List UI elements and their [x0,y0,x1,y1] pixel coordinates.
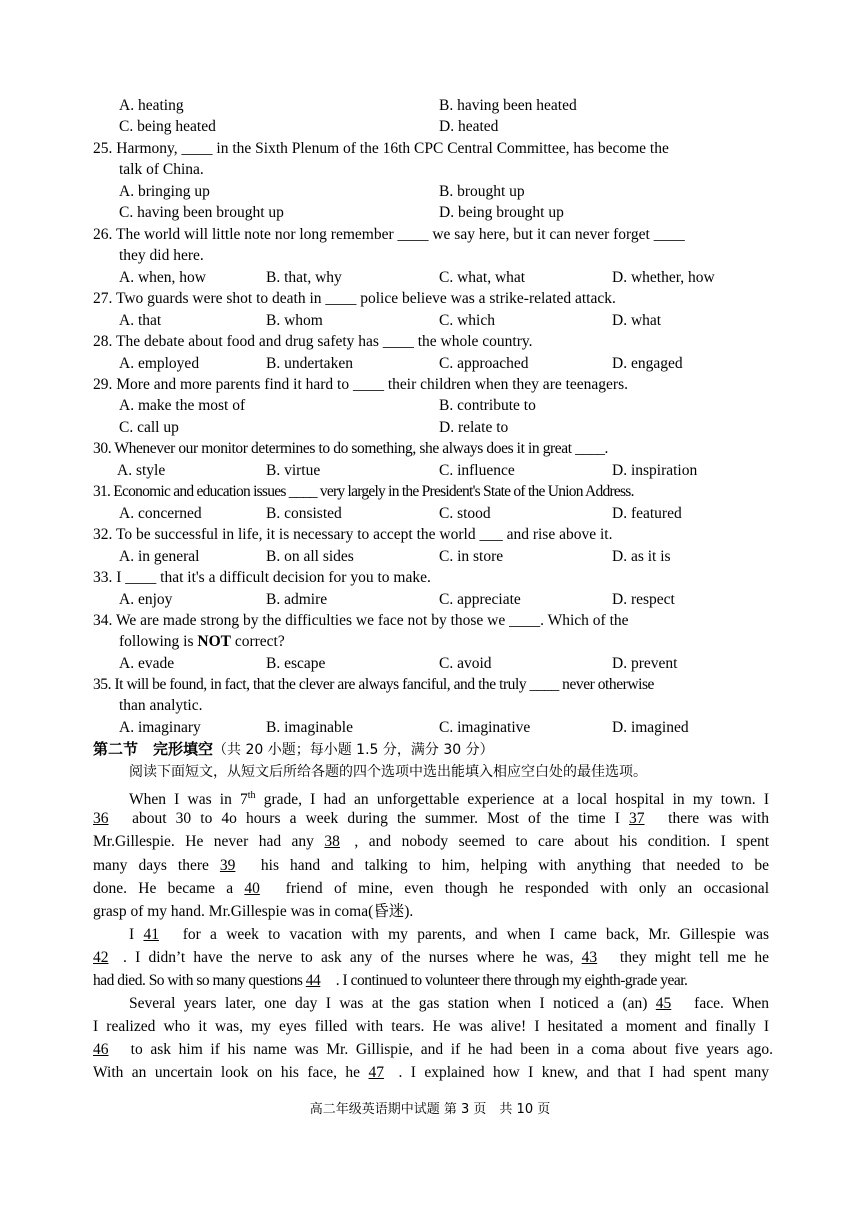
blank-38: 38 [324,833,340,850]
passage-line-11: I realized who it was, my eyes filled with tears. He was alive! I hesitated a moment and finally I [93,1018,769,1035]
q32-option-b: B. on all sides [266,548,354,565]
passage-line-1 [129,786,769,810]
q28-option-d: D. engaged [612,355,683,372]
q35-option-d: D. imagined [612,719,689,736]
q31-option-b: B. consisted [266,505,342,522]
q32-option-c: C. in store [439,548,504,565]
passage-line-10 [129,994,769,1014]
q34-option-c: C. avoid [439,655,492,672]
q33-stem: 33. I ____ that it's a difficult decision for you to make. [93,569,431,586]
section-note: （共 20 小题；每小题 1.5 分，满分 30 分） [213,742,494,758]
blank-39: 39 [219,857,236,874]
q28-option-c: C. approached [439,355,529,372]
q24-option-d: D. heated [439,118,499,135]
q25-option-c: C. having been brought up [119,204,284,221]
q35-stem-cont: than analytic. [119,697,203,714]
q35-stem: 35. It will be found, in fact, that the clever are always fanciful, and the truly ____ never otherwise [93,676,654,693]
passage-text: . I explained how I knew, and that I had spent many [398,1064,770,1081]
passage-line-3 [93,832,769,852]
passage-text: Several years later, one day I was at the gas station when I noticed a (an) [129,995,656,1012]
q26-option-a: A. when, how [119,269,206,286]
q30-option-a: A. style [117,462,166,479]
passage-line-7 [129,925,769,945]
q34-stem-cont [119,632,285,652]
q30-stem: 30. Whenever our monitor determines to do something, she always does it in great ____. [93,440,609,457]
passage-text: I [129,926,144,943]
passage-text: about 30 to 4o hours a week during the summer. Most of the time I [123,810,630,827]
passage-text: had died. So with so many questions [93,972,306,989]
blank-42: 42 [93,949,109,966]
q31-option-c: C. stood [439,505,491,522]
q26-option-b: B. that, why [266,269,342,286]
blank-41: 41 [143,926,159,943]
passage-text: friend of mine, even though he responded with only an occasional [274,880,769,897]
section-instruction: 阅读下面短文，从短文后所给各题的四个选项中选出能填入相应空白处的最佳选项。 [129,764,647,780]
q26-stem: 26. The world will little note nor long remember ____ we say here, but it can never forget ____ [93,226,685,243]
q30-option-c: C. influence [439,462,515,479]
q32-option-d: D. as it is [612,548,671,565]
passage-text: his hand and talking to him, helping with anything that needed to be [249,857,769,874]
q25-option-b: B. brought up [439,183,525,200]
q34-stem-text-end: correct? [230,633,285,650]
passage-text: to ask him if his name was Mr. Gillispie, and if he had been in a coma about five years ago. [123,1041,773,1058]
q30-option-b: B. virtue [266,462,321,479]
passage-text: With an uncertain look on his face, he [93,1064,369,1081]
q31-option-a: A. concerned [119,505,202,522]
blank-37: 37 [629,810,645,827]
q29-option-b: B. contribute to [439,397,536,414]
q33-option-a: A. enjoy [119,591,173,608]
passage-text: for a week to vacation with my parents, and when I came back, Mr. Gillespie was [173,926,769,943]
blank-46: 46 [93,1041,109,1058]
q24-option-b: B. having been heated [439,97,577,114]
blank-43: 43 [581,949,598,966]
q30-option-d: D. inspiration [612,462,698,479]
q28-option-b: B. undertaken [266,355,353,372]
q24-option-a: A. heating [119,97,184,114]
q32-option-a: A. in general [119,548,200,565]
passage-text: there was with [659,810,769,827]
q27-option-a: A. that [119,312,162,329]
section-header [93,739,494,760]
q25-stem-cont: talk of China. [119,161,204,178]
q34-stem-text: following is [119,633,198,650]
q35-option-c: C. imaginative [439,719,531,736]
passage-line-6: grasp of my hand. Mr.Gillespie was in coma(昏迷). [93,903,414,920]
blank-40: 40 [244,880,260,897]
q31-option-d: D. featured [612,505,682,522]
q28-option-a: A. employed [119,355,200,372]
q34-stem: 34. We are made strong by the difficulties we face not by those we ____. Which of the [93,612,629,629]
q29-option-c: C. call up [119,419,179,436]
superscript: th [247,790,256,801]
q31-stem: 31. Economic and education issues ____ very largely in the President's State of the Union Address. [93,483,634,500]
q26-option-c: C. what, what [439,269,526,286]
q26-stem-cont: they did here. [119,247,204,264]
q35-option-a: A. imaginary [119,719,201,736]
blank-36: 36 [93,810,109,827]
passage-text: many days there [93,857,220,874]
passage-line-2 [93,809,769,829]
q27-option-d: D. what [612,312,662,329]
q28-stem: 28. The debate about food and drug safety has ____ the whole country. [93,333,533,350]
blank-47: 47 [368,1064,384,1081]
q25-option-d: D. being brought up [439,204,564,221]
section-title: 第二节 完形填空 [93,740,214,758]
passage-text: Mr.Gillespie. He never had any [93,833,325,850]
q33-option-c: C. appreciate [439,591,521,608]
blank-45: 45 [655,995,672,1012]
q34-option-a: A. evade [119,655,175,672]
q34-emphasis: NOT [197,633,231,650]
passage-line-12 [93,1040,773,1060]
passage-line-8 [93,948,769,968]
passage-text: they might tell me he [611,949,769,966]
passage-text: . I didn’t have the nerve to ask any of the nurses where he was, [123,949,582,966]
passage-text: When I was in 7 [129,791,248,809]
q33-option-b: B. admire [266,591,328,608]
q27-option-b: B. whom [266,312,323,329]
q25-option-a: A. bringing up [119,183,210,200]
passage-line-13 [93,1063,769,1083]
q32-stem: 32. To be successful in life, it is necessary to accept the world ___ and rise above it. [93,526,613,543]
q25-stem: 25. Harmony, ____ in the Sixth Plenum of the 16th CPC Central Committee, has become the [93,140,669,157]
q34-option-d: D. prevent [612,655,678,672]
q35-option-b: B. imaginable [266,719,353,736]
q27-option-c: C. which [439,312,495,329]
q33-option-d: D. respect [612,591,675,608]
q29-stem: 29. More and more parents find it hard to ____ their children when they are teenagers. [93,376,628,393]
q26-option-d: D. whether, how [612,269,715,286]
q34-option-b: B. escape [266,655,326,672]
passage-line-9 [93,971,769,991]
q29-option-d: D. relate to [439,419,509,436]
q27-stem: 27. Two guards were shot to death in ____ police believe was a strike-related attack. [93,290,616,307]
passage-text: , and nobody seemed to care about his condition. I spent [354,833,770,850]
passage-text: grade, I had an unforgettable experience at a local hospital in my town. I [255,791,769,809]
passage-line-4 [93,856,769,876]
passage-text: face. When [685,995,769,1012]
q29-option-a: A. make the most of [119,397,246,414]
q24-option-c: C. being heated [119,118,216,135]
passage-line-5 [93,879,769,899]
passage-text: . I continued to volunteer there through my eighth-grade year. [335,972,688,989]
blank-44: 44 [305,972,321,989]
passage-text: done. He became a [93,880,245,897]
page-footer: 高二年级英语期中试题 第 3 页 共 10 页 [309,1102,551,1117]
